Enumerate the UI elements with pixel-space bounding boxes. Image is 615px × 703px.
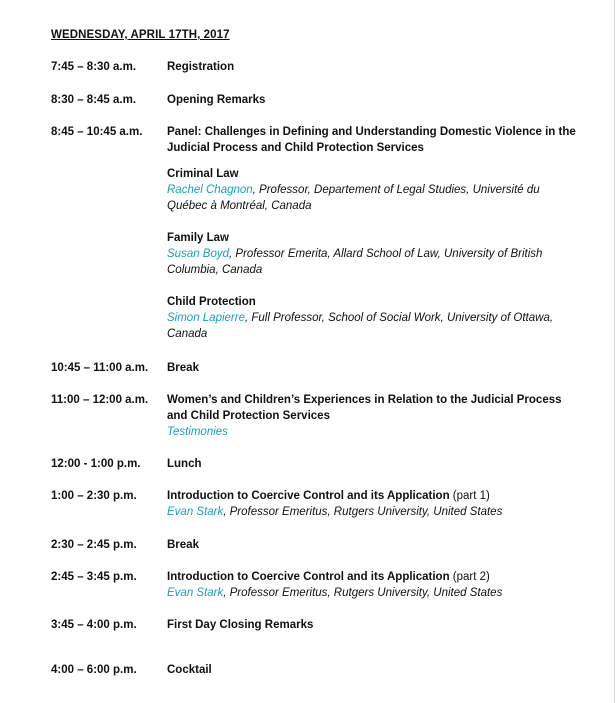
speaker-details: , Full Professor, School of Social Work, University of Ottawa, Canada: [167, 312, 554, 340]
session-content: [167, 92, 582, 108]
session-note: Testimonies: [167, 426, 228, 438]
session-part: (part 2): [449, 571, 490, 583]
session-title: Opening Remarks: [167, 94, 266, 106]
speaker-details: , Professor Emeritus, Rutgers University, United States: [223, 587, 503, 599]
session-title: Registration: [167, 61, 235, 73]
session-speaker: [167, 504, 582, 520]
session-content: [167, 360, 582, 376]
panel-speaker: [167, 182, 582, 214]
session-content: [167, 662, 582, 678]
session-time: 7:45 – 8:30 a.m.: [51, 61, 137, 73]
panel-subsection-title: Criminal Law: [167, 168, 239, 180]
session-part: (part 1): [449, 490, 490, 502]
speaker-details: , Professor Emeritus, Rutgers University, United States: [223, 506, 503, 518]
session-title: Panel: Challenges in Defining and Understanding Domestic Violence in the Judicial Process and Child Protection Services: [167, 126, 576, 154]
speaker-name: Evan Stark: [167, 506, 224, 518]
session-time: 2:45 – 3:45 p.m.: [51, 571, 137, 583]
session-content: [167, 488, 582, 520]
session-title: [167, 488, 582, 504]
speaker-details: , Professor, Departement of Legal Studies, Université du Québec à Montréal, Canada: [167, 184, 540, 212]
session-title-text: Introduction to Coercive Control and its Application: [167, 490, 450, 502]
panel-speaker: [167, 310, 582, 342]
session-content: [167, 617, 582, 633]
session-time: 3:45 – 4:00 p.m.: [51, 619, 137, 631]
session-content: [167, 124, 582, 342]
session-title: Women’s and Children’s Experiences in Relation to the Judicial Process and Child Protection Services: [167, 394, 562, 422]
session-time: 11:00 – 12:00 a.m.: [51, 394, 149, 406]
panel-speaker: [167, 246, 582, 278]
session-title: Lunch: [167, 458, 202, 470]
session-content: [167, 456, 582, 472]
session-time: 8:30 – 8:45 a.m.: [51, 94, 137, 106]
speaker-name: Rachel Chagnon: [167, 184, 253, 196]
session-time: 1:00 – 2:30 p.m.: [51, 490, 137, 502]
session-time: 12:00 - 1:00 p.m.: [51, 458, 141, 470]
session-time: 4:00 – 6:00 p.m.: [51, 664, 137, 676]
session-content: [167, 569, 582, 601]
speaker-name: Susan Boyd: [167, 248, 230, 260]
speaker-name: Simon Lapierre: [167, 312, 245, 324]
speaker-name: Evan Stark: [167, 587, 224, 599]
session-time: 10:45 – 11:00 a.m.: [51, 362, 149, 374]
speaker-details: , Professor Emerita, Allard School of Law, University of British Columbia, Canada: [167, 248, 543, 276]
session-title-text: Introduction to Coercive Control and its Application: [167, 571, 450, 583]
session-title: First Day Closing Remarks: [167, 619, 314, 631]
session-title: Break: [167, 539, 199, 551]
panel-subsection-title: Child Protection: [167, 296, 256, 308]
panel-subsection-title: Family Law: [167, 232, 229, 244]
session-title: Cocktail: [167, 664, 212, 676]
session-content: [167, 537, 582, 553]
session-title: [167, 569, 582, 585]
session-time: 2:30 – 2:45 p.m.: [51, 539, 137, 551]
session-content: [167, 59, 582, 75]
session-content: [167, 392, 582, 440]
session-title: Break: [167, 362, 199, 374]
day-heading: WEDNESDAY, APRIL 17TH, 2017: [51, 29, 230, 41]
session-time: 8:45 – 10:45 a.m.: [51, 126, 143, 138]
session-speaker: [167, 585, 582, 601]
